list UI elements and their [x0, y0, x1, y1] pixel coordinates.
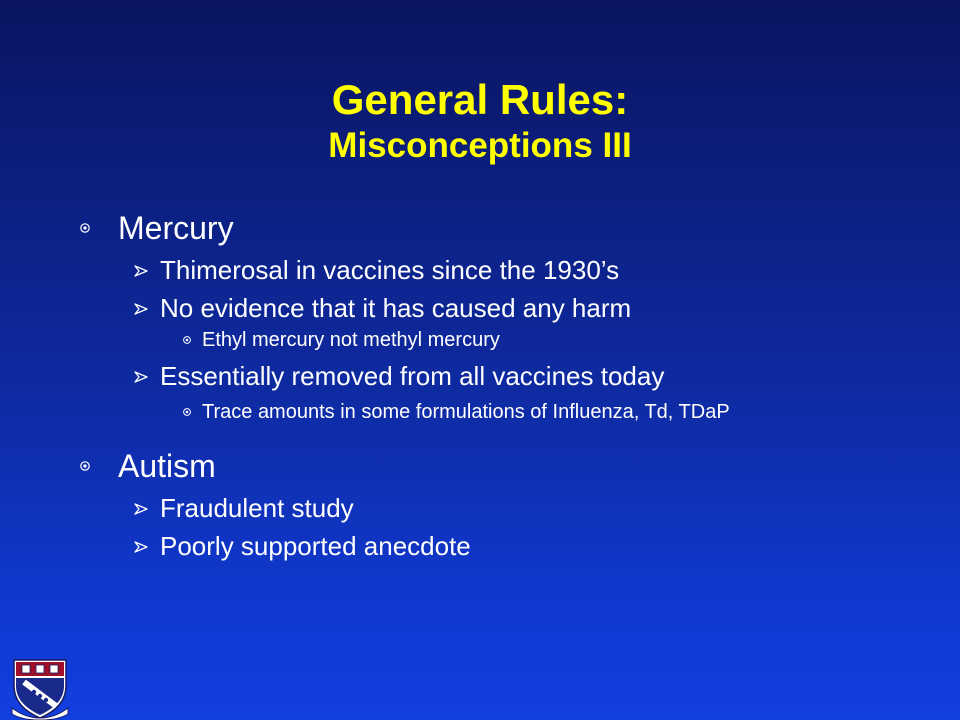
sub-sub-bullet-item [80, 329, 910, 351]
sub-bullet-item [80, 529, 910, 563]
sub-bullet-item [80, 359, 910, 393]
sub-bullet-text: No evidence that it has caused any harm [160, 293, 632, 323]
sub-bullet-item [80, 291, 910, 325]
sub-bullet-text: Fraudulent study [160, 493, 354, 523]
slide-subtitle: Misconceptions III [328, 126, 632, 165]
slide-title: General Rules: [331, 76, 629, 123]
title-block [0, 76, 960, 168]
arrowhead-bullet-icon [134, 303, 148, 315]
sub-bullet-text: Thimerosal in vaccines since the 1930’s [160, 255, 620, 285]
bullet-text: Autism [118, 448, 216, 484]
arrowhead-bullet-icon [134, 541, 148, 553]
bullet-list [80, 207, 910, 563]
sub-sub-bullet-text: Trace amounts in some formulations of Influenza, Td, TDaP [202, 401, 730, 423]
arrowhead-bullet-icon [134, 371, 148, 383]
sub-sub-bullet-item [80, 401, 910, 423]
bullet-item-autism [80, 445, 910, 487]
sub-sub-bullet-text: Ethyl mercury not methyl mercury [202, 329, 500, 351]
bullet-text: Mercury [118, 210, 234, 246]
university-shield-logo [10, 656, 70, 720]
sub-bullet-text: Essentially removed from all vaccines today [160, 361, 665, 391]
circle-bullet-icon [183, 336, 191, 344]
circle-bullet-icon [183, 408, 191, 416]
bullet-item-mercury [80, 207, 910, 249]
arrowhead-bullet-icon [134, 265, 148, 277]
arrowhead-bullet-icon [134, 503, 148, 515]
sub-bullet-item [80, 491, 910, 525]
circle-bullet-icon [80, 461, 90, 471]
sub-bullet-item [80, 253, 910, 287]
sub-bullet-text: Poorly supported anecdote [160, 531, 471, 561]
circle-bullet-icon [80, 223, 90, 233]
